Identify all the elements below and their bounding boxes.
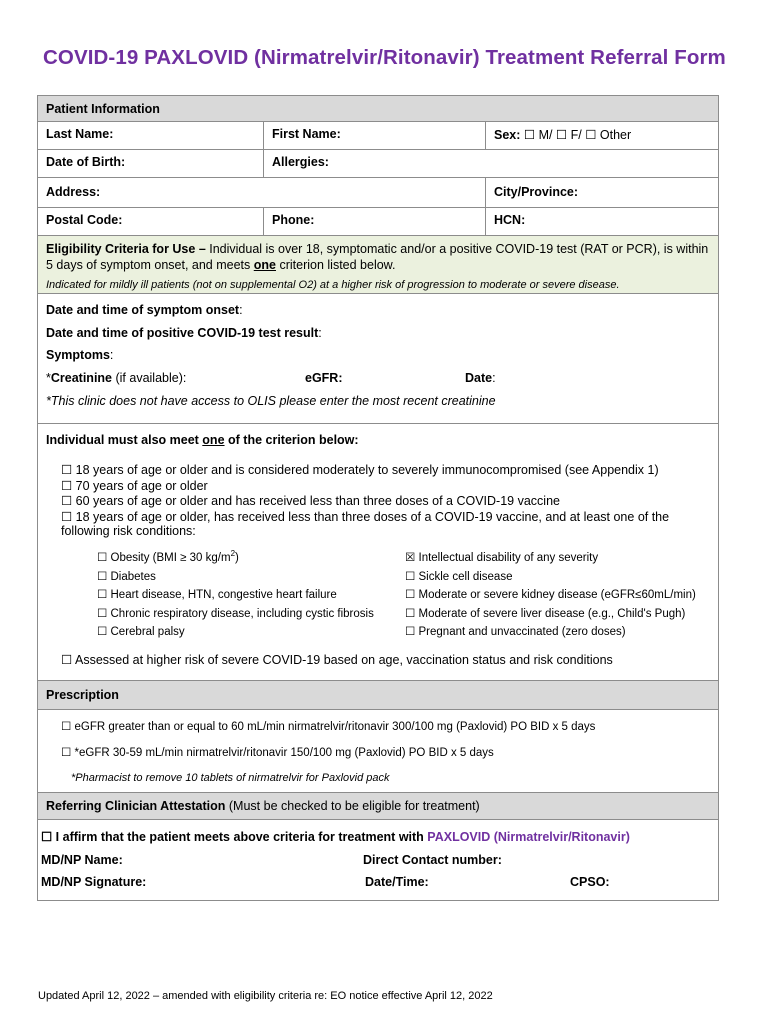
criterion-age-18[interactable]: ☐ 18 years of age or older, has received less than three doses of a COVID-19 vaccine, and at least one of the [61, 510, 670, 524]
olis-note: *This clinic does not have access to OLIS please enter the most recent creatinine [46, 394, 496, 408]
condition-kidney[interactable]: ☐ Moderate or severe kidney disease (eGFR≤60mL/min) [405, 589, 696, 601]
criterion-age-70[interactable]: ☐ 70 years of age or older [61, 479, 208, 493]
allergies-field[interactable]: Allergies: [263, 150, 718, 177]
eligibility-one: one [253, 258, 276, 272]
condition-cerebral-palsy[interactable]: ☐ Cerebral palsy [97, 626, 185, 638]
symptoms-field[interactable]: Symptoms: [46, 348, 114, 362]
prescription-header [38, 681, 718, 710]
onset-section [38, 294, 718, 424]
patient-row-address [38, 178, 718, 208]
address-field[interactable]: Address: [46, 185, 101, 199]
condition-sickle-cell[interactable]: ☐ Sickle cell disease [405, 571, 513, 583]
egfr-field[interactable]: eGFR: [305, 371, 343, 385]
criterion-immunocompromised[interactable]: ☐ 18 years of age or older and is considered moderately to severely immunocompromised (see Appendix 1) [61, 463, 659, 477]
eligibility-section [38, 236, 718, 294]
condition-diabetes[interactable]: ☐ Diabetes [97, 571, 156, 583]
test-result-field[interactable]: Date and time of positive COVID-19 test result: [46, 326, 322, 340]
attestation-title: Referring Clinician Attestation (Must be checked to be eligible for treatment) [46, 799, 480, 813]
sex-label: Sex: [494, 128, 521, 142]
symptom-onset-field[interactable]: Date and time of symptom onset: [46, 303, 243, 317]
pharmacist-note: *Pharmacist to remove 10 tablets of nirmatrelvir for Paxlovid pack [71, 772, 390, 784]
criteria-section [38, 424, 718, 681]
patient-info-header [38, 96, 718, 122]
criterion-age-18-cont: following risk conditions: [61, 524, 196, 538]
footer-note: Updated April 12, 2022 – amended with eligibility criteria re: EO notice effective April 12, 2022 [38, 990, 493, 1002]
dob-field[interactable]: Date of Birth: [46, 155, 126, 169]
sex-field[interactable] [485, 122, 718, 149]
sex-options[interactable]: ☐ M/ ☐ F/ ☐ Other [523, 128, 632, 142]
creatinine-field[interactable]: *Creatinine (if available): [46, 371, 187, 385]
page-title: COVID-19 PAXLOVID (Nirmatrelvir/Ritonavir) Treatment Referral Form [43, 46, 726, 69]
phone-field[interactable]: Phone: [263, 208, 485, 235]
criteria-header: Individual must also meet one of the criterion below: [46, 433, 359, 447]
condition-pregnant[interactable]: ☐ Pregnant and unvaccinated (zero doses) [405, 626, 626, 638]
attestation-header [38, 793, 718, 820]
eligibility-text [46, 241, 710, 273]
patient-row-dob [38, 150, 718, 178]
eligibility-desc-end: criterion listed below. [275, 258, 396, 272]
date-field[interactable]: Date: [465, 371, 496, 385]
postal-code-field[interactable]: Postal Code: [46, 213, 123, 227]
patient-row-postal [38, 208, 718, 236]
eligibility-title: Eligibility Criteria for Use – [46, 242, 206, 256]
patient-row-names [38, 122, 718, 150]
condition-liver[interactable]: ☐ Moderate of severe liver disease (e.g., Child's Pugh) [405, 608, 686, 620]
prescription-title: Prescription [46, 688, 119, 702]
criterion-assessed[interactable]: ☐ Assessed at higher risk of severe COVID-19 based on age, vaccination status and risk conditions [61, 653, 613, 667]
prescription-section [38, 710, 718, 793]
city-field[interactable]: City/Province: [485, 178, 718, 207]
condition-heart[interactable]: ☐ Heart disease, HTN, congestive heart failure [97, 589, 337, 601]
hcn-field[interactable]: HCN: [485, 208, 718, 235]
patient-info-title: Patient Information [46, 102, 160, 116]
attestation-section [38, 820, 718, 900]
referral-form [37, 95, 719, 901]
first-name-field[interactable]: First Name: [263, 122, 485, 149]
condition-obesity[interactable]: ☐ Obesity (BMI ≥ 30 $kg/m^2$) [97, 549, 239, 564]
mdnp-name-field[interactable]: MD/NP Name: [41, 853, 123, 867]
condition-intellectual[interactable]: ☒ Intellectual disability of any severity [405, 552, 599, 564]
contact-number-field[interactable]: Direct Contact number: [363, 853, 502, 867]
last-name-field[interactable]: Last Name: [46, 127, 114, 141]
prescription-option-full[interactable]: ☐ eGFR greater than or equal to 60 mL/min nirmatrelvir/ritonavir 300/100 mg (Paxlovid) PO BID x 5 days [61, 721, 596, 733]
eligibility-note: Indicated for mildly ill patients (not on supplemental O2) at a higher risk of progression to moderate or severe disease. [46, 279, 620, 291]
cpso-field[interactable]: CPSO: [570, 875, 610, 889]
datetime-field[interactable]: Date/Time: [365, 875, 429, 889]
affirm-checkbox[interactable]: ☐ I affirm that the patient meets above criteria for treatment with PAXLOVID (Nirmatrelvir/Ritonavir) [41, 830, 630, 844]
signature-field[interactable]: MD/NP Signature: [41, 875, 147, 889]
prescription-option-reduced[interactable]: ☐ *eGFR 30-59 mL/min nirmatrelvir/ritonavir 150/100 mg (Paxlovid) PO BID x 5 days [61, 747, 494, 759]
criterion-age-60[interactable]: ☐ 60 years of age or older and has received less than three doses of a COVID-19 vaccine [61, 494, 560, 508]
condition-respiratory[interactable]: ☐ Chronic respiratory disease, including cystic fibrosis [97, 608, 374, 620]
eligibility-desc: Individual is over 18, symptomatic and/or a positive COVID-19 test (RAT or PCR), is within 5 days of symptom onset, and meets [46, 242, 709, 272]
